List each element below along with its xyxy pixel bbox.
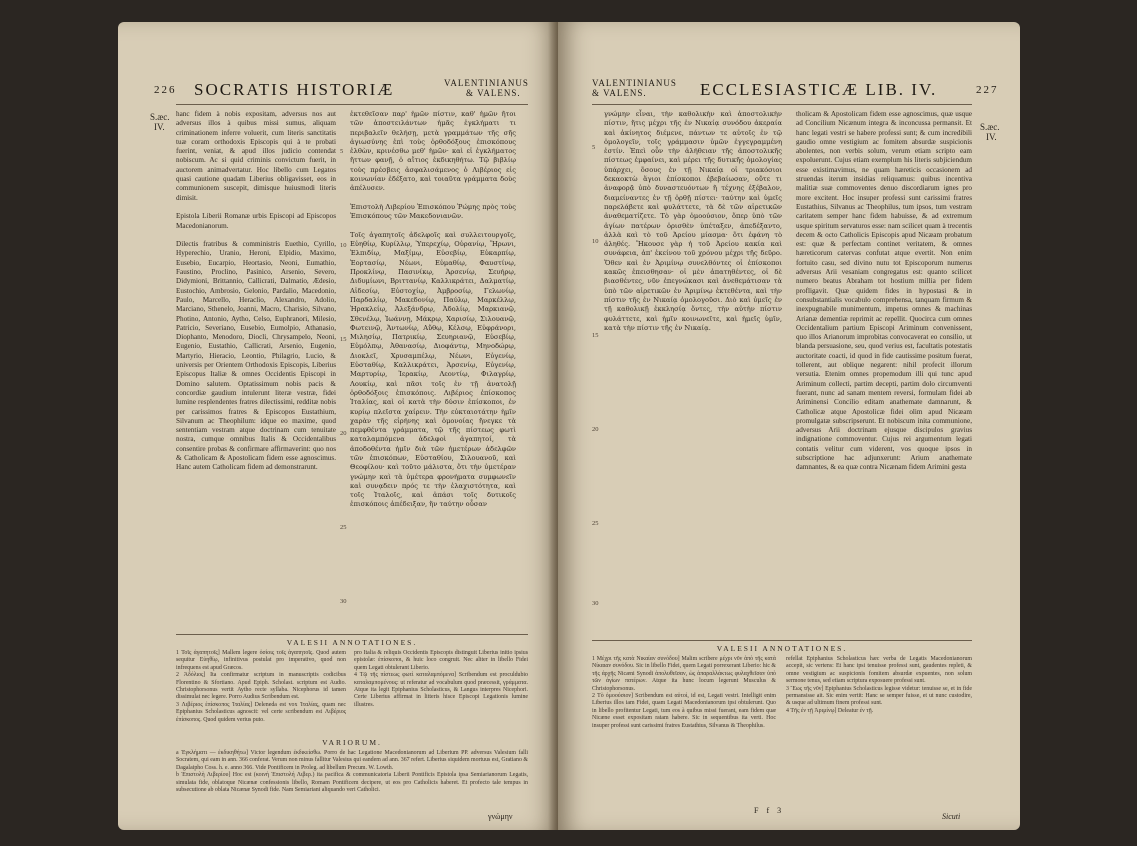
left-notes-heading: VALESII ANNOTATIONES. [286,638,418,647]
right-running-title: ECCLESIASTICÆ LIB. IV. [700,80,938,99]
left-running-sub1: VALENTINIANUS [444,78,529,88]
left-notes-col2: pro Italia & reliquis Occidentis Episcopis distinguit Liberius initio ipsius epistolæ: ἐπίσκοποι, & huic loco congruit. Nec aliter in libello Fidei quem Legati obtulerant Liberio. 4 Τῷ τῆς πίστεως φωτὶ καταλαμπόμενα] Scribendum est proculdubio καταλαμπομένους: ut referatur ad vocabulum quod præcessit, γράμματα. Atque ita legit Epiphanius Scholasticus, & Langus interpres Nicephori. Certe Liberius affirmat in litteris hisce Episcopi Legationis lumine illustres. [354,650,528,708]
right-signature-mark: F f 3 [754,806,785,815]
left-latin-column: hanc fidem à nobis expositam, adversus nos aut adversus illos à quibus missi sumus, aliquam criminationem inferre voluerit, cum literis sanctitatis tuæ coram orthodoxis Episcopis qui à te probati fuerint, veniat, & apud illos judicio contendat nobiscum. Ac si quid criminis convictum fuerit, in auctorem animadvertatur. Hoc libello cum Legatos quasi cautione quadam Liberius obligavisset, eos in communionem suscepit, dimisque huiusmodi literis dimisit. Epistola Liberii Romanæ urbis Episcopi ad Episcopos Macedonianorum. Dilectis fratribus & comministris Euethio, Cyrillo, Hyperechio, Uranio, Heroni, Elpidio, Maximo, Eusebio, Eucarpio, Heortasio, Neoni, Eumathio, Faustino, Proclino, Pasinico, Arsenio, Severo, Didymioni, Brittannio, Callicrati, Dalmatio, Ædesio, Eustochio, Ambrosio, Gelonio, Pardalio, Macedonio, Paulo, Marcello, Heraclio, Alexandro, Adolio, Marciano, Sthenelo, Joanni, Macro, Charisio, Silvano, Photino, Antonio, Aytho, Celso, Euphranori, Milesio, Patricio, Severiano, Eusebio, Eumolpio, Athanasio, Diophanto, Menodoro, Diocli, Chrysampelo, Neoni, Eugenio, Eustathio, Callicrati, Arsenio, Eugenio, Martyrio, Hieracio, Leontio, Philagrio, Lucio, & universis per Orientem Orthodoxis Episcopis, Liberius Episcopus Italiæ & omnes Occidentis Episcopi in Domino salutem. Optatissimum nobis pacis & concordiæ gaudium intulerunt literæ vestræ, fidei lumine resplendentes fratres dilectissimi, redditæ nobis per carissimos fratres & Episcopos Eustathium, Silvanum ac Theophilum: idque eo maxime, quod sententiam vestram atque doctrinam cum tenuitate nostra, cumque omnibus Italis & Occidentalibus consentire probas & confirmare affirmaverint: quo nos & Catholicam & Apostolicam fidem esse agnoscimus. Hanc autem Catholicam fidem ad demonstrarunt. [176,110,336,472]
left-catchword: γνώμην [488,812,513,821]
left-running-title: SOCRATIS HISTORIÆ [194,80,395,99]
right-running-sub2: & VALENS. [592,88,647,98]
right-margin-note-iv: IV. [986,132,997,142]
right-running-sub1: VALENTINIANUS [592,78,677,88]
left-margin-note-iv: IV. [154,122,165,132]
left-running-sub2: & VALENS. [466,88,521,98]
left-head-rule [176,104,528,105]
left-page-number: 226 [154,84,177,96]
left-page [118,22,558,830]
right-page [558,22,1020,830]
left-variorum-text: a Ἐγκλήματι — ἐκδικηθήτω] Victor legendum ἐκδικείσθω. Porro de hac Legatione Macedonianorum ad Liberium PP. adversus Valesium falli Socratem, qui eam in ann. 366 conferat. Verum non minus fallitur Valesius qui eandem ad ann. 367 refert. Liberius siquidem mortuus est, Gratiano & Dagalaipho Coss. h. e. anno 366. Vide Pontificem in Proleg. ad libellum Precum. W. Lowth. b Ἐπιστολὴ Λιβερίου] Hoc est (κοινή Ἐπιστολή Λιβερ.) ita pacifica & communicatoria Liberii Pontificis Epistola ipsa Semiarianorum Legatis, simulata fide, oblatoque Nicænæ confessionis libello, Romam Pontificem decipere, ut eos pro Catholicis haberet. Et profecto tale tempus in subsecutione ab oblata Nicænæ Synodi fide. Nam Semiariani aliquando veri Catholici. [176,750,528,794]
left-greek-column: ἐκτεθεῖσαν παρ' ἡμῶν πίστιν, καθ' ἡμῶν ἤτοι τῶν ἀποστειλάντων ἡμᾶς ἐγκλήματι τι περιβαλεῖν θελήσῃ, μετὰ γραμμάτων τῆς σῆς ἁγιωσύνης ἐπὶ τοὺς ὀρθοδόξους ἐπισκόπους ἐλθὼν, κρινέσθω μεθ' ἡμῶν· καὶ εἰ ἐγκλήματος ἥττων φανῇ, ὁ αἴτιος ἐκδικηθήτω. Τῷ βιβλίῳ τοὺς πρέσβεις ἀσφαλισάμενος ὁ Λιβέριος εἰς κοινωνίαν ἐδέξατο, καὶ τοιαῦτα γράμματα δοὺς ἀπέλυσεν. Ἐπιστολὴ Λιβερίου Ἐπισκόπου Ῥώμης πρὸς τοὺς Ἐπισκόπους τῶν Μακεδονιανῶν. Τοῖς ἀγαπητοῖς ἀδελφοῖς καὶ συλλειτουργοῖς, Εὐηθίῳ, Κυρίλλῳ, Ὑπερεχίῳ, Οὐρανίῳ, Ἥρωνι, Ἐλπιδίῳ, Μαξίμῳ, Εὐσεβίῳ, Εὐκαρπίῳ, Ἑορτασίῳ, Νέωνι, Εὐμαθίῳ, Φαυστίνῳ, Προκλίνῳ, Πασινίκῳ, Ἀρσενίῳ, Σευήρῳ, Διδυμίωνι, Βριττανίῳ, Καλλικράτει, Δαλματίῳ, Αἰδεσίῳ, Εὐστοχίῳ, Ἀμβροσίῳ, Γελωνίῳ, Παρδαλίῳ, Μακεδονίῳ, Παύλῳ, Μαρκέλλῳ, Ἡρακλείῳ, Ἀλεξάνδρῳ, Ἀδολίῳ, Μαρκιανῷ, Σθενέλῳ, Ἰωάννῃ, Μάκρῳ, Χαρισίῳ, Σιλουανῷ, Φωτεινῷ, Ἀντωνίῳ, Αὔθῳ, Κέλσῳ, Εὐφράνορι, Μιλησίῳ, Πατρικίῳ, Σευηριανῷ, Εὐσεβίῳ, Εὐμόλπῳ, Ἀθανασίῳ, Διοφάντῳ, Μηνοδώρῳ, Διοκλεῖ, Χρυσαμπέλῳ, Νέωνι, Εὐγενίῳ, Εὐσταθίῳ, Καλλικράτει, Ἀρσενίῳ, Εὐγενίῳ, Μαρτυρίῳ, Ἱερακίῳ, Λεοντίῳ, Φιλαγρίῳ, Λουκίῳ, καὶ πᾶσι τοῖς ἐν τῇ ἀνατολῇ ὀρθοδόξοις ἐπισκόποις. Λιβέριος ἐπίσκοπος Ἰταλίας, καὶ οἱ κατὰ τὴν δύσιν ἐπίσκοποι, ἐν κυρίῳ πλεῖστα χαίρειν. Τὴν εὐκταιοτάτην ἡμῖν χαρὰν τῆς εἰρήνης καὶ ὁμονοίας ἤνεγκε τὰ πεμφθέντα γράμματα, τῷ τῆς πίστεως φωτὶ καταλαμπόμενα ἀδελφοὶ ἀγαπητοί, τὰ ἀποδοθέντα ἡμῖν διὰ τῶν ἡμετέρων ἀδελφῶν τῶν ἐπισκόπων, Εὐσταθίου, Σιλουανοῦ, καὶ Θεοφίλου· καὶ τοῦτο μάλιστα, ὅτι τὴν ὑμετέραν γνώμην καὶ τὰ ὑμέτερα φρονήματα συμφωνεῖν καὶ συνᾳδειν πρός τε τὴν ἐλαχιστότητα, καὶ τοῖς Ἰταλοῖς, καὶ ἀπάσι τοῖς δυτικοῖς ἐπισκόποις ἀπέδειξαν, ἥν ταύτην οὖσαν [350,110,516,509]
right-notes-col1: 1 Μέχρι τῆς κατὰ Νικαίαν συνόδου] Malim scribere μέχρι νῦν ἀπὸ τῆς κατὰ Νίκαιαν συνόδου. Sic in libello Fidei, quem Legati porrexerant Liberio: hic & τῆς ἀρχῆς Nicæni Synodi ἀπολυθεῖσαν, ὡς ἀπαραλλάκτως φυλαχθεῖσαν ὑπὸ τῶν ἁγίων πατέρων. Atque ita hunc locum legerunt Musculus & Christophorsonus. 2 Τὸ ὁμοούσιον] Scribendum est αὐτοί, id est, Legati vestri. Intelligit enim Liberius illos iam Fidei, quam Legati Macedonianorum ipsi obtulerunt. Quo in libello profitentur Legati, tum eos à quibus missi fuerant, eam fidem quæ Nicæne esset expositam ratam habere. Sic in sequentibus ita verti. Hoc insuper professi sunt carissimi fratres Eustathius, Silvanus & Theophilus. [592,656,776,729]
right-margin-note-saec: S.æc. [980,122,1000,132]
left-margin-note-saec: S.æc. [150,112,170,122]
left-variorum-heading: VARIORUM. [322,738,382,747]
right-page-number: 227 [976,84,999,96]
left-line-numbers: 5 10 15 20 25 30 [340,148,347,605]
right-catchword: Sicuti [942,812,961,821]
left-notes-rule [176,634,528,635]
right-notes-rule [592,640,972,641]
right-notes-col2: refellat Epiphanius Scholasticus hæc verba de Legatis Macedonianorum accepit, sic vertens: Et hanc ipsi tenuisse professi sunt, gaudentes repleti, & omne vestigium ac suspicionis fomitem absurdæ expuentes, non solum sermone tenus, sed etiam scriptura exposuere professi sunt. 3 Ἕως τῆς νῦν] Epiphanius Scholasticus legisse videtur: tenuisse se, et in fide permansisse ait. Sic enim vertit: Hanc se semper fuisse, et ut nunc custodire, & usque ad ultimum finem professi sunt. 4 Τῆς ἐν τῇ Ἀριμίνῳ] Deleatur ἐν τῇ. [786,656,972,714]
right-head-rule [592,104,972,105]
right-latin-column: tholicam & Apostolicam fidem esse agnoscimus, quæ usque ad Concilium Nicænum integra & inconcussa permansit. Et hanc legati vestri se habere professi sunt; & cum incredibili gaudio omne vestigium ac fomitem absurdæ suspicionis abolentes, non verbis solum, verum etiam scripto eam expoluerunt. Cujus etiam exemplum his literis subjiciendum esse existimavimus, ne quam hæreticis occasionem ad struendas iterum insidias reliquamus: quibus incentiva malitiæ suæ commoventes denuo discordiarum ignes pro more excitent. Hoc insuper professi sunt carissimi fratres Eustathius, Silvanus ac Theophilus, tum ipsos, tum vestram caritatem semper hanc fidem habuisse, & ad extremum usque spiritum servaturos esse: nam scilicet quam à trecentis decem & octo Catholicis Episcopis apud Nicæam probatum est: quæ & perfectam continet veritatem, & omnes hæreticorum catervas confutat atque evertit. Non enim fortuito casu, sed divino nutu tot Episcoporum numerus adversus Arii vesaniam congregatus est: quanto scilicet numero beatus Abraham tot hostium millia per fidem profligavit. Quæ quidem fides in hypostasi & in consubstantialis vocabulo comprehensa, tanquam firmum & inexpugnabile munimentum, impetus omnes & machinas Arianæ dementiæ reprimit ac repellit. Quocirca cum omnes Occidentalium partium Episcopi Ariminum convenissent, quo illos Arianorum improbitas convocaverat eo consilio, ut blanda persuasione, seu, quod verius est, facultatis potestatis auctoritate coacti, id quod in fide cautissime positum fuerat, tollerent, aut oblique negarent: nihil profecit illorum versutia. Etenim omnes propemodum illi qui tunc apud Ariminum collecti, partim decepti, partim dolo circumventi fuerant, nunc ad sanam mentem reversi, formulam fidei ab Ariminensi Concilio editam anathemate damnarunt, & Catholicæ atque Apostolicæ fidei olim apud Nicæam promulgatæ subscripserunt. Et nobiscum inita communione, adversus Arii doctrinam ejusque discipulos gravius indignatione commoventur. Cujus rei argumentum legati contatis velitur cum viderent, vos quoque ipsos in subscriptione hac adjunxerunt: Arium anathemate damnantes, & ea quæ contra Nicænam fidem Arimini gesta [796,110,974,472]
left-notes-col1: 1 Τοῖς ἀγαπητοῖς] Mallem legere ὁσίοις τοῖς ἀγαπητοῖς. Quod autem sequitur Εὐηθίῳ, infinitivus postulat pro imperativo, quod non infrequens est apud Græcos. 2 Ἀδόλιος] Ita confirmatur scriptum in manuscriptis codicibus Florentino & Sfortiano. Apud Epiph. Scholast. scriptum est Audio. Christophorsonus vertit Aytho recte syllaba. Nicephorus id tamen dissimulat nec legere. Porro Audius Scribendum est. 3 Λιβέριος ἐπίσκοπος Ἰταλίας] Deleneda est vox Ἰταλίας, quam nec Epiphanius Scholasticus agnoscit: vel certe scribendum est Λιβέριος ἐπίσκοπος. Quod quidem verius puto. [176,650,346,723]
right-line-numbers: 5 10 15 20 25 30 [592,144,599,607]
right-greek-column: γνώμην εἶναι, τὴν καθολικὴν καὶ ἀποστολικὴν πίστιν, ἥτις μέχρι τῆς ἐν Νικαίᾳ συνόδου ἀκεραία καὶ ἀκίνητος διέμενε, πάντων τε αὐτοῖς ἐν τῷ ὀμολογεῖν, τοῖς γράμμασιν ὑμῶν ἐγγεγραμμένη ἐστίν. Ἐπεὶ οὖν τὴν ἀλήθειαν τῆς ἀποστολικῆς πίστεως ἐμφαίνει, καὶ μέρει τῆς δυτικῆς ὀμολογίας ὑπάρχει, ὅσους ἐν τῇ Νικαίᾳ οἱ τριακόσιοι δεκαοκτὼ ἅγιοι ἐπίσκοποι ἐβεβαίωσαν, οὔτε τι ἀναφορᾷ ὑπὸ δυναστευόντων ἢ τέχνης ἐξέβαλον, διαμείναντες ἐν τῇ ὀρθῇ πίστει· ταύτην καὶ ὑμεῖς παρελάβετε καὶ φυλάττετε, τὰ δὲ τῶν αἱρετικῶν ἀναθεματίζετε. Τὸ γὰρ ὁμοούσιον, ὅπερ ὑπὸ τῶν ἁγίων πατέρων ὁρισθὲν ὑπέταξεν, ἀπεδέξαντο, ἀλλὰ καὶ τὸ τοῦ Ἀρείου μίασμα· ὅτι ἐφάνη τὸ ἀληθές. Ἤκουσε γὰρ ἡ τοῦ Ἀρείου κακία καὶ συνάφεια, ἀπ' ἐκείνου τοῦ χρόνου μέχρι τῆς δεῦρο. Ὅθεν καὶ ἐν Ἀριμίνῳ συνελθόντες οἱ ἐπίσκοποι κακῶς ἐπεισθησαν· οἱ μὲν ἀπατηθέντες, οἱ δὲ βιασθέντες, νῦν ἐπεγνώκασι καὶ ἀνεθεμάτισαν τὰ ὑπὸ τῶν αἱρετικῶν ἐν Ἀριμίνῳ ἐκτεθέντα, καὶ τὴν πίστιν τῆς ἐν Νικαίᾳ ὁμολογοῦσι. Διὸ καὶ ὑμεῖς ἐν τῇ καθολικῇ ἐκκλησίᾳ ὄντες, τὴν αὐτὴν πίστιν φυλάττετε, καὶ ἡμῖν κοινωνεῖτε, καὶ ἡμεῖς ὑμῖν, κατὰ τὴν πίστιν τῆς ἐν Νικαίᾳ. [604,110,785,332]
right-notes-heading: VALESII ANNOTATIONES. [716,644,848,653]
